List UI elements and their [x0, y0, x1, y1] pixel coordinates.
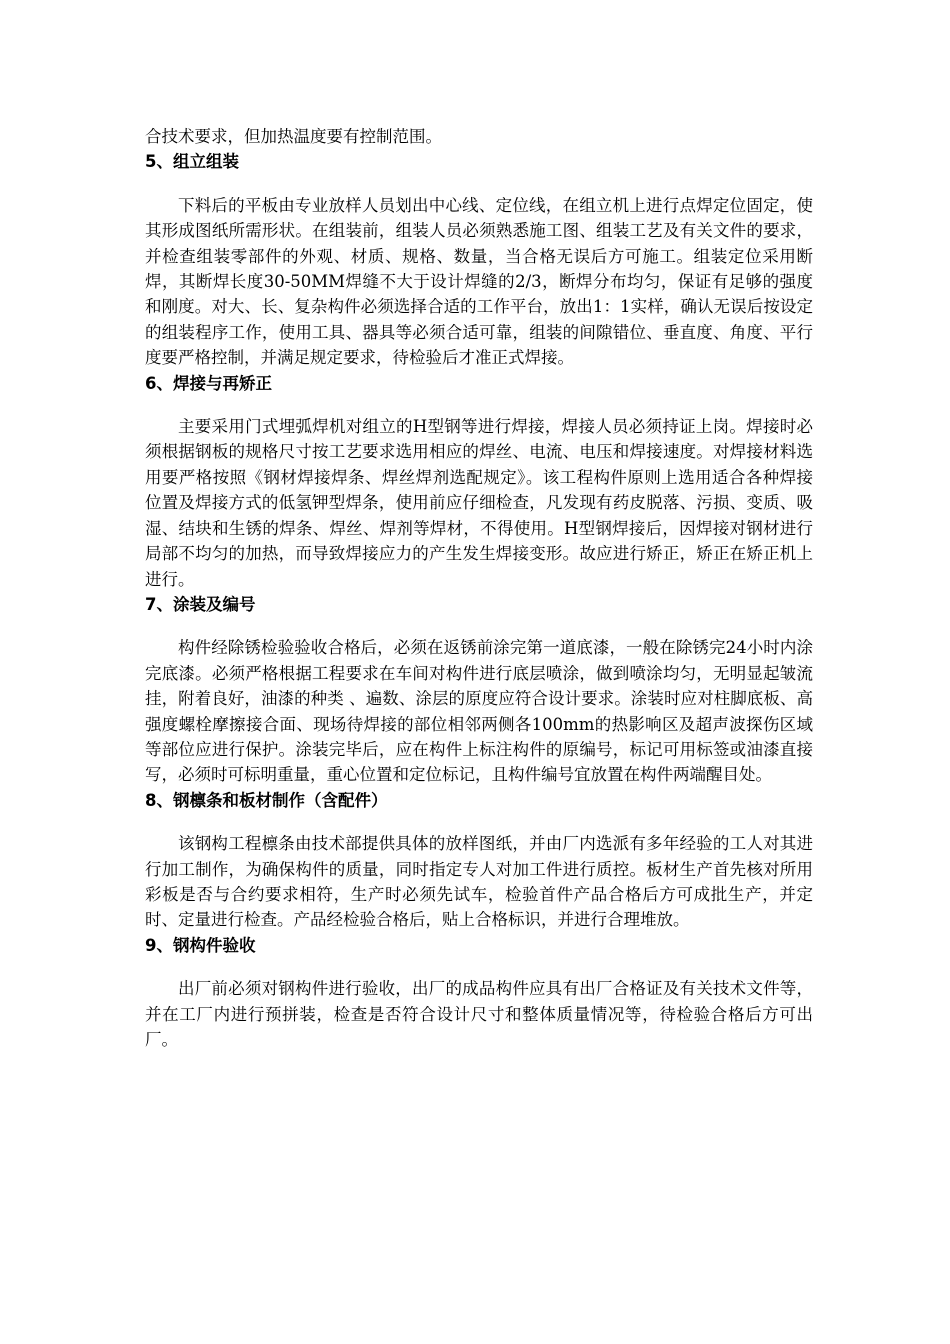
section-5-heading: 5、组立组装 — [145, 152, 239, 172]
section-8-body: 该钢构工程檩条由技术部提供具体的放样图纸，并由厂内选派有多年经验的工人对其进行加工制作，为确保构件的质量，同时指定专人对加工件进行质控。板材生产首先核对所用彩板是否与合约要求相符，生产时必须先试车，检验首件产品合格后方可成批生产，并定时、定量进行检查。产品经检验合格后，贴上合格标识，并进行合理堆放。 — [145, 834, 813, 930]
section-6-body: 主要采用门式埋弧焊机对组立的H型钢等进行焊接，焊接人员必须持证上岗。焊接时必须根据钢板的规格尺寸按工艺要求选用相应的焊丝、电流、电压和焊接速度。对焊接材料选用要严格按照《钢材焊接焊条、焊丝焊剂选配规定》。该工程构件原则上选用适合各种焊接位置及焊接方式的低氢钾型焊条，使用前应仔细检查，凡发现有药皮脱落、污损、变质、吸湿、结块和生锈的焊条、焊丝、焊剂等焊材，不得使用。H型钢焊接后，因焊接对钢材进行局部不均匀的加热，而导致焊接应力的产生发生焊接变形。故应进行矫正，矫正在矫正机上进行。 — [145, 417, 813, 589]
section-8-heading: 8、钢檩条和板材制作（含配件） — [145, 790, 388, 810]
section-9-heading: 9、钢构件验收 — [145, 935, 256, 955]
section-7-heading: 7、涂装及编号 — [145, 594, 256, 614]
section-9-body: 出厂前必须对钢构件进行验收，出厂的成品构件应具有出厂合格证及有关技术文件等，并在工厂内进行预拼装，检查是否符合设计尺寸和整体质量情况等，待检验合格后方可出厂。 — [145, 979, 813, 1049]
section-5-body: 下料后的平板由专业放样人员划出中心线、定位线，在组立机上进行点焊定位固定，使其形成图纸所需形状。在组装前，组装人员必须熟悉施工图、组装工艺及有关文件的要求，并检查组装零部件的外观、材质、规格、数量，当合格无误后方可施工。组装定位采用断焊，其断焊长度30-50MM焊缝不大于设计焊缝的2/3，断焊分布均匀，保证有足够的强度和刚度。对大、长、复杂构件必须选择合适的工作平台，放出1：1实样，确认无误后按设定的组装程序工作，使用工具、器具等必须合适可靠，组装的间隙错位、垂直度、角度、平行度要严格控制，并满足规定要求，待检验后才准正式焊接。 — [145, 195, 813, 368]
section-6-heading: 6、焊接与再矫正 — [145, 373, 272, 393]
intro-fragment: 合技术要求，但加热温度要有控制范围。 — [145, 127, 442, 146]
document-page — [145, 124, 813, 1052]
section-7-body: 构件经除锈检验验收合格后，必须在返锈前涂完第一道底漆，一般在除锈完24小时内涂完底漆。必须严格根据工程要求在车间对构件进行底层喷涂，做到喷涂均匀，无明显起皱流挂，附着良好，油漆的种类 、遍数、涂层的原度应符合设计要求。涂装时应对柱脚底板、高强度螺栓摩擦接合面、现场待焊接的部位相邻两侧各100mm的热影响区及超声波探伤区域等部位应进行保护。涂装完毕后，应在构件上标注构件的原编号，标记可用标签或油漆直接写，必须时可标明重量，重心位置和定位标记，且构件编号宜放置在构件两端醒目处。 — [145, 638, 813, 785]
